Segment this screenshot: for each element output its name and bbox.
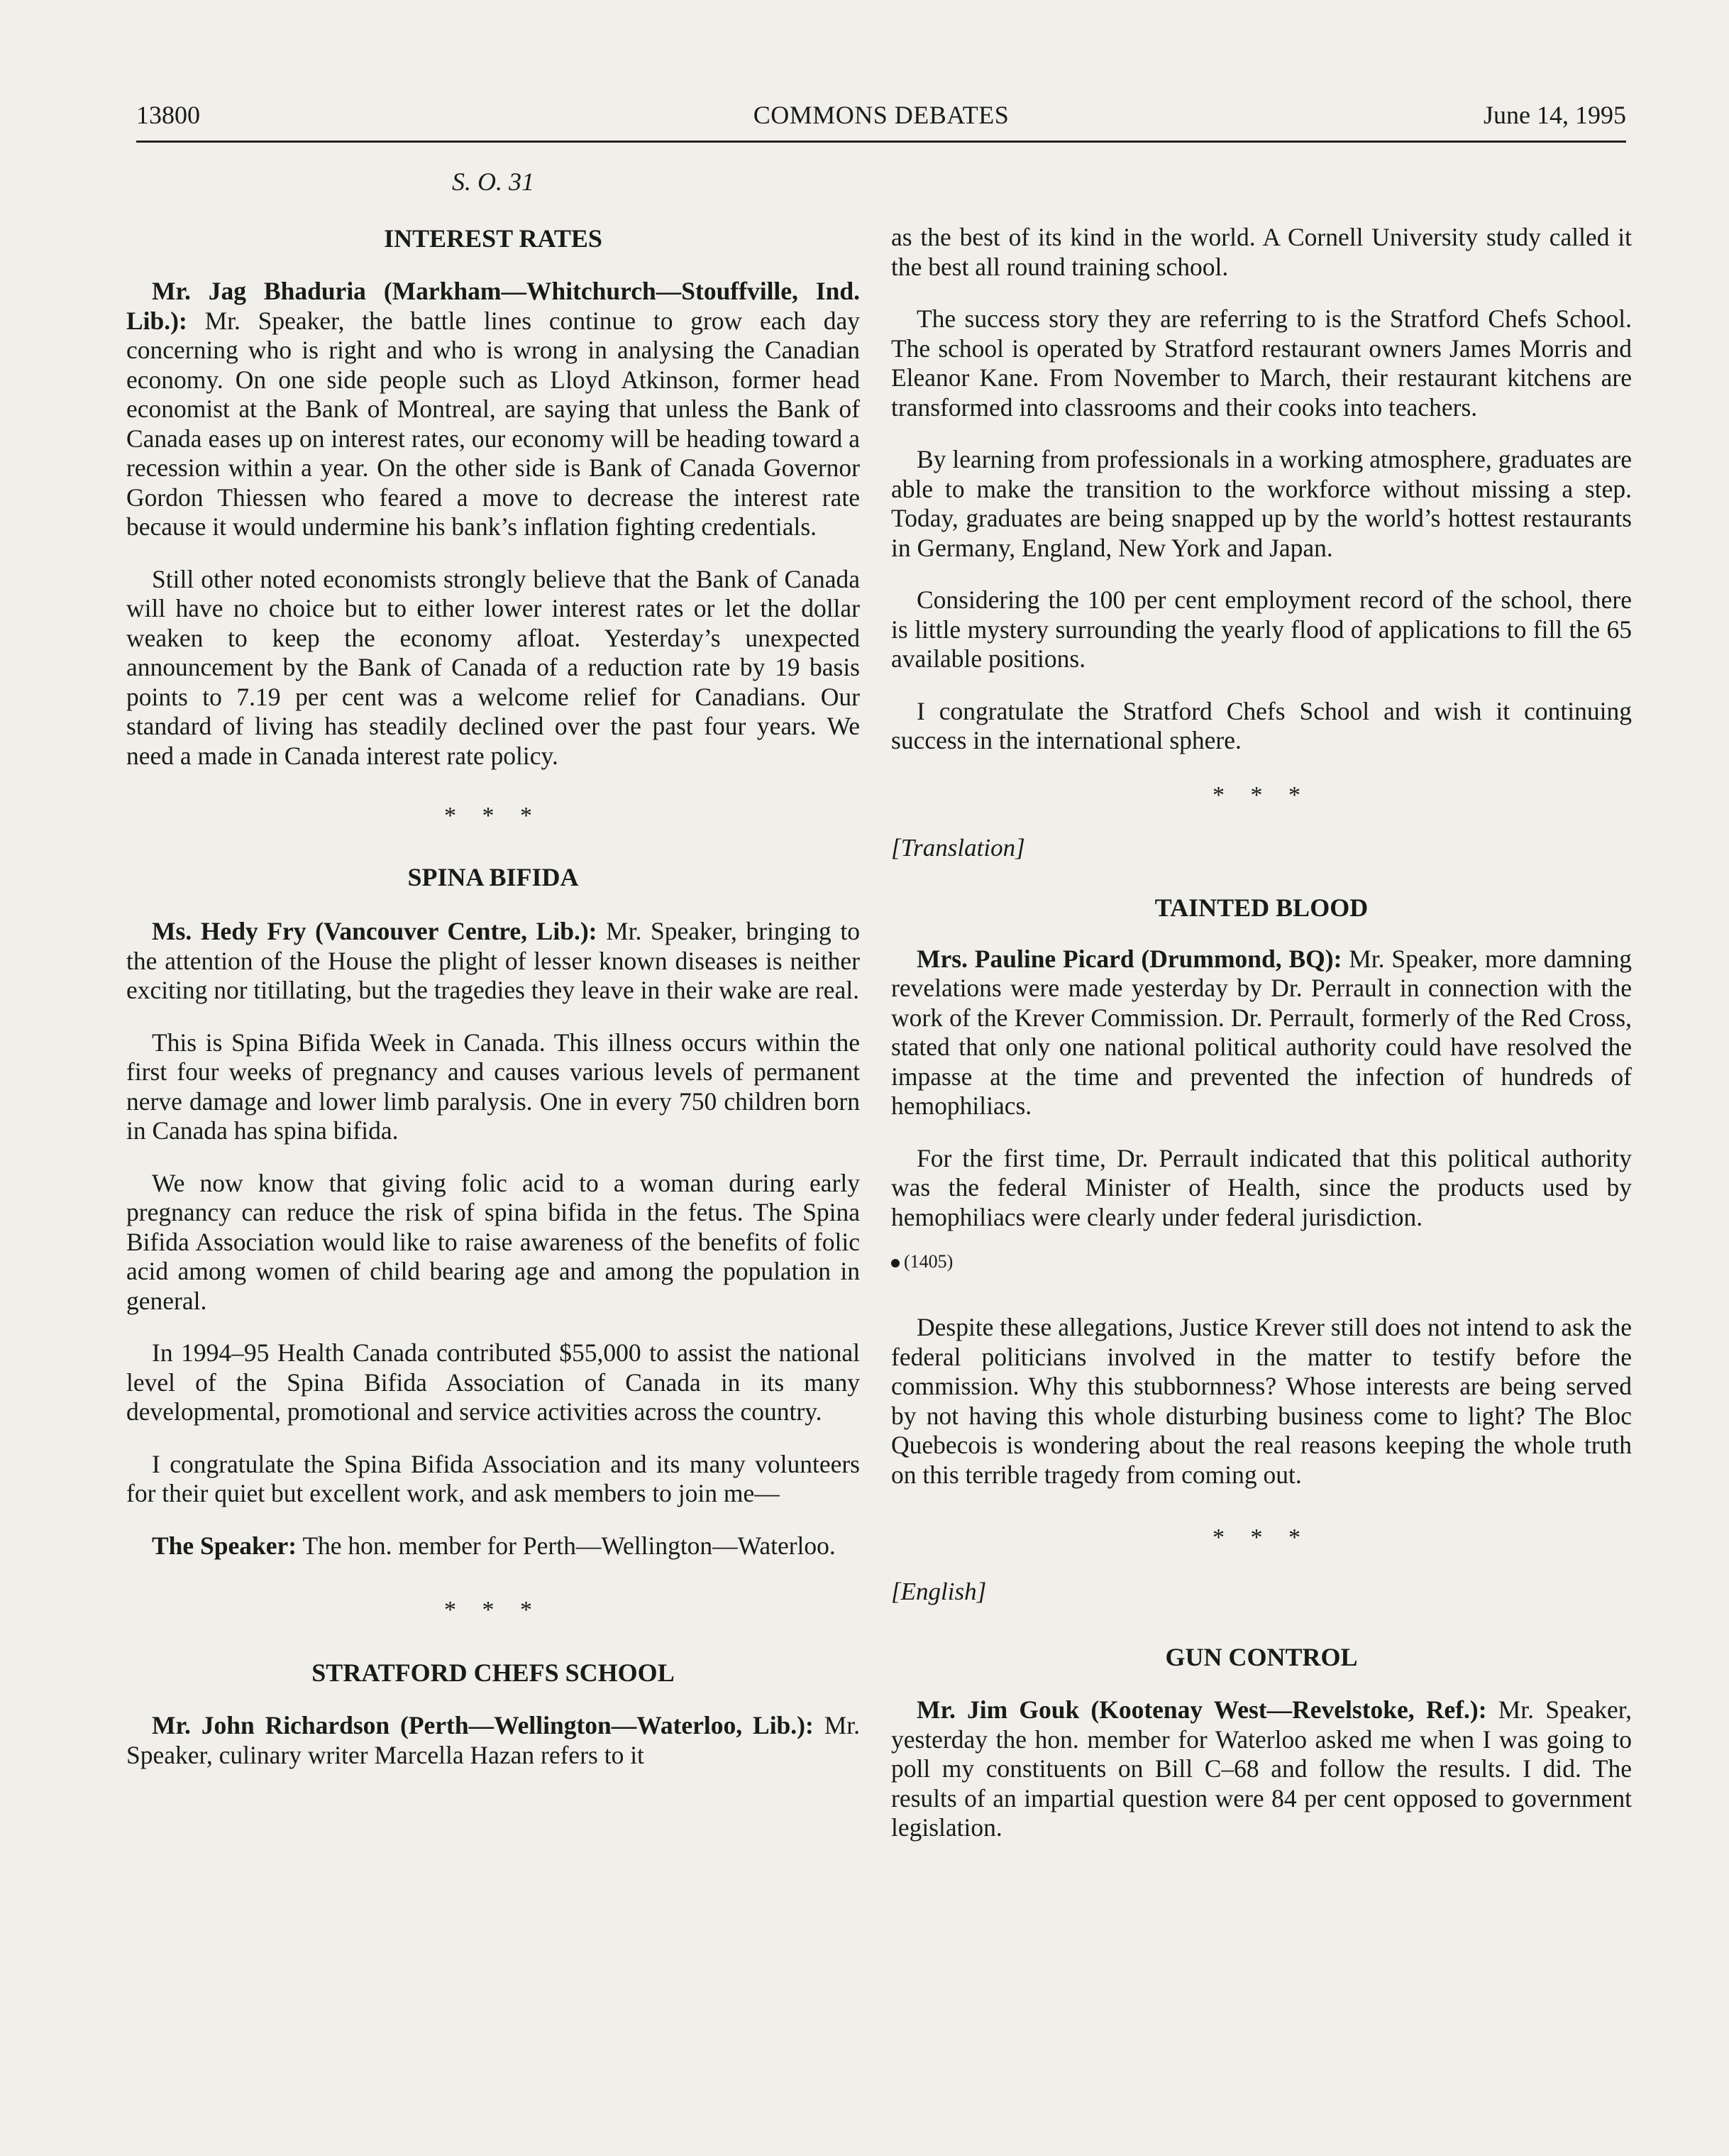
stratford-cont-paragraph-5: I congratulate the Stratford Chefs School and wish it continuing success in the international sphere. [891, 696, 1632, 754]
speech-text: The hon. member for Perth—Wellington—Waterloo. [297, 1531, 836, 1560]
section-separator: * * * [1212, 781, 1310, 808]
section-separator: * * * [1212, 1524, 1310, 1551]
speaker-name: Mr. Jag Bhaduria (Markham—Whitchurch—Stouffville, Ind. Lib.): [126, 277, 860, 335]
tainted-paragraph-3: Despite these allegations, Justice Krever still does not intend to ask the federal politicians involved in the matter to testify before the commission. Why this stubbornness? Whose interests are being served by not having this whole disturbing business come to light? The Bloc Quebecois is wondering about the real reasons keeping the whole truth on this terrible tragedy from coming out. [891, 1313, 1632, 1489]
right-column [891, 223, 1632, 1843]
spina-paragraph-2: This is Spina Bifida Week in Canada. This illness occurs within the first four weeks of pregnancy and causes various levels of permanent nerve damage and lower limb paralysis. One in every 750 children born in Canada has spina bifida. [126, 1028, 860, 1145]
section-title-gun-control: GUN CONTROL [1165, 1643, 1358, 1671]
page-number: 13800 [136, 101, 200, 129]
translation-tag: [Translation] [891, 833, 1025, 862]
stratford-cont-paragraph-2: The success story they are referring to is the Stratford Chefs School. The school is operated by Stratford restaurant owners James Morris and Eleanor Kane. From November to March, their restaurant kitchens are transformed into classrooms and their cooks into teachers. [891, 304, 1632, 422]
speaker-name: The Speaker: [152, 1531, 297, 1560]
interest-paragraph-1 [126, 277, 860, 542]
section-separator: * * * [444, 1597, 542, 1623]
left-column [126, 167, 860, 1770]
spina-paragraph-1 [126, 917, 860, 1006]
speaker-name: Mr. Jim Gouk (Kootenay West—Revelstoke, Ref.): [917, 1695, 1487, 1724]
section-title-tainted-blood: TAINTED BLOOD [1154, 893, 1369, 922]
stratford-cont-paragraph-1: as the best of its kind in the world. A Cornell University study called it the best all round training school. [891, 223, 1632, 281]
section-title-stratford: STRATFORD CHEFS SCHOOL [311, 1659, 675, 1687]
spina-paragraph-4: In 1994–95 Health Canada contributed $55,000 to assist the national level of the Spina Bifida Association of Canada in its many developmental, promotional and service activities across the country. [126, 1338, 860, 1426]
standing-order-label: S. O. 31 [452, 167, 534, 196]
speech-text: Mr. Speaker, bringing to the attention of the House the plight of lesser known diseases is neither exciting nor titillating, but the tragedies they leave in their wake are real. [126, 917, 860, 1004]
section-title-interest-rates: INTEREST RATES [384, 224, 602, 253]
page-date: June 14, 1995 [1484, 101, 1626, 129]
stratford-cont-paragraph-4: Considering the 100 per cent employment record of the school, there is little mystery surrounding the yearly flood of applications to fill the 65 available positions. [891, 585, 1632, 673]
publication-title: COMMONS DEBATES [753, 101, 1010, 129]
gun-paragraph-1 [891, 1695, 1632, 1843]
speech-text: Mr. Speaker, the battle lines continue to grow each day concerning who is right and who is wrong in analysing the Canadian economy. On one side people such as Lloyd Atkinson, former head economist at the Bank of Montreal, are saying that unless the Bank of Canada eases up on interest rates, our economy will be heading toward a recession within a year. On the other side is Bank of Canada Governor Gordon Thiessen who feared a move to decrease the interest rate because it would undermine his bank’s inflation fighting credentials. [126, 306, 860, 541]
speaker-name: Mrs. Pauline Picard (Drummond, BQ): [917, 944, 1342, 973]
stratford-cont-paragraph-3: By learning from professionals in a working atmosphere, graduates are able to make the transition to the workforce without missing a step. Today, graduates are being snapped up by the world’s hottest restaurants in Germany, England, New York and Japan. [891, 445, 1632, 562]
section-title-spina-bifida: SPINA BIFIDA [407, 863, 579, 891]
tainted-paragraph-1 [891, 945, 1632, 1121]
speech-text: Mr. Speaker, culinary writer Marcella Hazan refers to it [126, 1711, 860, 1769]
spina-paragraph-5: I congratulate the Spina Bifida Association and its many volunteers for their quiet but excellent work, and ask members to join me— [126, 1449, 860, 1507]
section-separator: * * * [444, 803, 542, 829]
speech-text: Mr. Speaker, more damning revelations were made yesterday by Dr. Perrault in connection with the work of the Krever Commission. Dr. Perrault, formerly of the Red Cross, stated that only one national political authority could have resolved the impasse at the time and prevented the infection of hundreds of hemophiliacs. [891, 944, 1632, 1120]
tainted-paragraph-2: For the first time, Dr. Perrault indicated that this political authority was the federal Minister of Health, since the products used by hemophiliacs were clearly under federal jurisdiction. [891, 1143, 1632, 1231]
speaker-name: Ms. Hedy Fry (Vancouver Centre, Lib.): [152, 917, 597, 945]
stratford-paragraph-1 [126, 1711, 860, 1770]
time-marker-text: (1405) [904, 1251, 954, 1272]
bullet-dot-icon [891, 1259, 900, 1267]
english-tag: [English] [891, 1578, 987, 1605]
speaker-name: Mr. John Richardson (Perth—Wellington—Waterloo, Lib.): [152, 1711, 814, 1739]
spina-paragraph-3: We now know that giving folic acid to a woman during early pregnancy can reduce the risk of spina bifida in the fetus. The Spina Bifida Association would like to raise awareness of the benefits of folic acid among women of child bearing age and among the population in general. [126, 1168, 860, 1315]
spina-paragraph-6 [126, 1531, 860, 1561]
time-marker [891, 1250, 1632, 1273]
speech-text: Mr. Speaker, yesterday the hon. member for Waterloo asked me when I was going to poll my constituents on Bill C–68 and follow the results. I did. The results of an impartial question were 84 per cent opposed to government legislation. [891, 1695, 1632, 1842]
interest-paragraph-2: Still other noted economists strongly believe that the Bank of Canada will have no choice but to either lower interest rates or let the dollar weaken to keep the economy afloat. Yesterday’s unexpected announcement by the Bank of Canada of a reduction rate by 19 basis points to 7.19 per cent was a welcome relief for Canadians. Our standard of living has steadily declined over the past four years. We need a made in Canada interest rate policy. [126, 564, 860, 770]
page-header [136, 98, 1626, 143]
